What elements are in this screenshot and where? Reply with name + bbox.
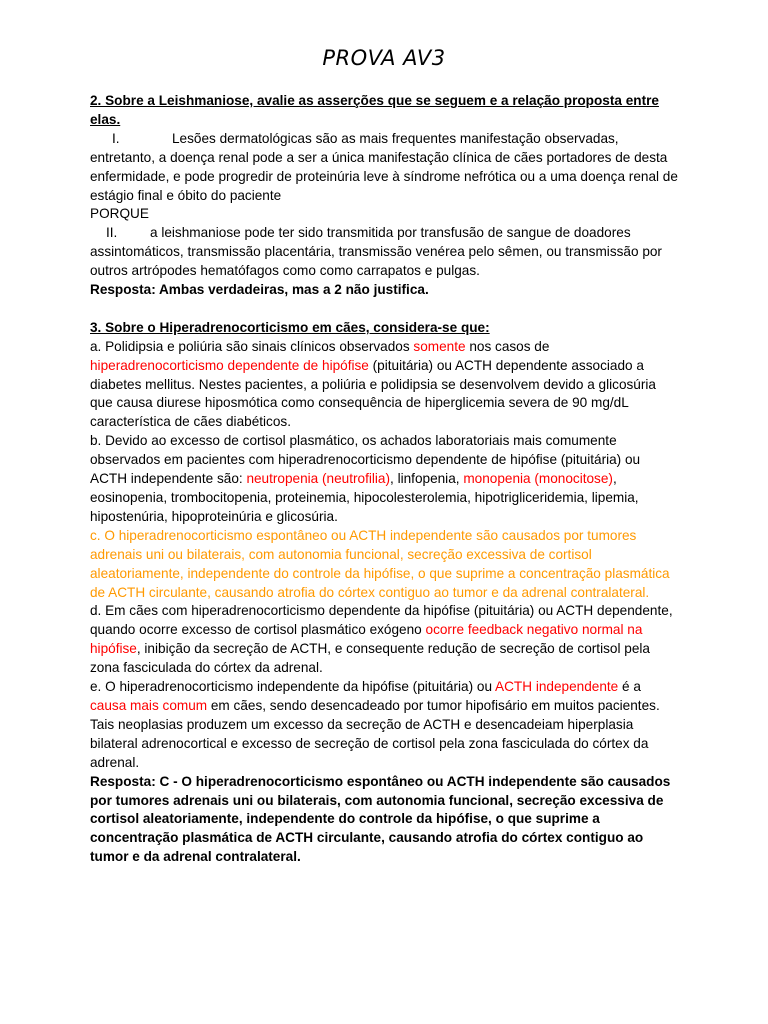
question-2-assertion-1 [90,130,680,206]
question-2-connector: PORQUE [90,206,149,222]
option-b-highlight-1: neutropenia (neutrofilia) [246,471,391,487]
option-a-highlight-2: hiperadrenocorticismo dependente de hipófise [90,357,369,373]
option-d-text-2: , inibição da secreção de ACTH, e consequente redução de secreção de cortisol pela zona fasciculada do córtex da adrenal. [90,641,650,676]
option-a [90,338,680,433]
assertion-2-number: II. [106,225,118,241]
document-body [90,92,680,867]
question-2-heading: 2. Sobre a Leishmaniose, avalie as asserções que se seguem e a relação proposta entre elas. [90,93,659,127]
option-e-text-2: é a [618,679,641,695]
option-b-highlight-2: monopenia (monocitose) [463,471,613,487]
option-d-text: d. Em cães com hiperadrenocorticismo dependente da hipófise (pituitária) ou ACTH dependente, quando ocorre excesso de cortisol plasmático exógeno [90,603,673,638]
assertion-1-number: I. [112,130,120,146]
option-b-text: b. Devido ao excesso de cortisol plasmático, os achados laboratoriais mais comumente observados em pacientes com hiperadrenocorticismo dependente de hipófise (pituitária) ou ACTH independente são: [90,433,641,487]
option-e-text-3: em cães, sendo desencadeado por tumor hipofisário em muitos pacientes. Tais neoplasias produzem um excesso da secreção de ACTH e desencadeiam hiperplasia bilateral adrenocortical e excesso de secreção de cortisol pela zona fasciculada do córtex da adrenal. [90,697,660,770]
option-a-text: a. Polidipsia e poliúria são sinais clínicos observados [90,338,414,354]
option-b [90,432,680,527]
option-a-text-2: nos casos de [465,338,550,354]
question-3-heading: 3. Sobre o Hiperadrenocorticismo em cães, considera-se que: [90,319,490,335]
assertion-1-text: Lesões dermatológicas são as mais frequentes manifestação observadas, entretanto, a doença renal pode a ser a única manifestação clínica de cães portadores de desta enfermidade, e pode progredir de proteinúria leve à síndrome nefrótica ou a uma doença renal de estágio final e óbito do paciente [90,130,678,203]
option-b-text-3: , eosinopenia, trombocitopenia, proteinemia, hipocolesterolemia, hipotrigliceridemia, lipemia, hipostenúria, hipoproteinúria e glicosúria. [90,471,639,524]
option-d [90,602,680,678]
assertion-2-text: a leishmaniose pode ter sido transmitida por transfusão de sangue de doadores assintomáticos, transmissão placentária, transmissão venérea pelo sêmen, ou transmissão por outros artrópodes hematófagos como como carrapatos e pulgas. [90,225,662,279]
question-2-assertion-2 [90,224,680,281]
document-title: PROVA AV3 [322,46,446,70]
option-a-text-3: (pituitária) ou ACTH dependente associado a diabetes mellitus. Nestes pacientes, a poliúria e polidipsia se desenvolvem devido a glicosúria que causa diurese hiposmótica como consequência de hiperglicemia severa de 90 mg/dL característica de cães diabéticos. [90,357,656,430]
question-3-answer: Resposta: C - O hiperadrenocorticismo espontâneo ou ACTH independente são causados por tumores adrenais uni ou bilaterais, com autonomia funcional, secreção excessiva de cortisol aleatoriamente, independente do controle da hipófise, o que suprime a concentração plasmática de ACTH circulante, causando atrofia do córtex contiguo ao tumor e da adrenal contralateral. [90,773,671,865]
option-b-text-2: , linfopenia, [390,471,464,487]
option-e-text: e. O hiperadrenocorticismo independente da hipófise (pituitária) ou [90,679,496,695]
option-e-highlight-2: causa mais comum [90,697,208,713]
option-a-highlight-1: somente [413,338,466,354]
question-2-answer: Resposta: Ambas verdadeiras, mas a 2 não justifica. [90,282,429,298]
option-d-highlight: ocorre feedback negativo normal na hipófise [90,622,643,657]
option-c: c. O hiperadrenocorticismo espontâneo ou ACTH independente são causados por tumores adrenais uni ou bilaterais, com autonomia funcional, secreção excessiva de cortisol aleatoriamente, independente do controle da hipófise, o que suprime a concentração plasmática de ACTH circulante, causando atrofia do córtex contiguo ao tumor e da adrenal contralateral. [90,527,670,600]
option-e-highlight-1: ACTH independente [495,679,619,695]
section-spacer [90,300,680,319]
option-e [90,678,680,773]
